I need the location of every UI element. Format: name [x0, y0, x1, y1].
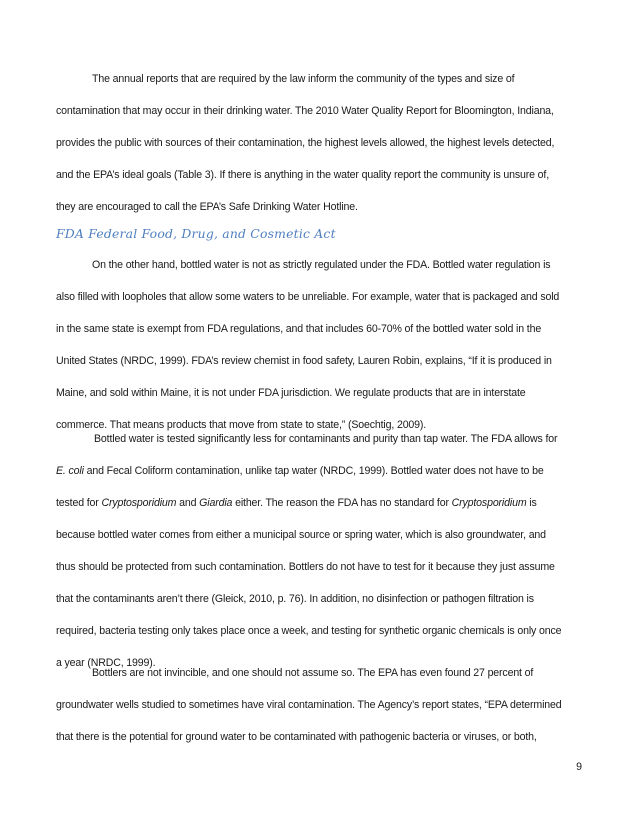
text-span: and	[176, 497, 200, 509]
text-line: contamination that may occur in their drinking water. The 2010 Water Quality Report for Bloomington, Indiana,	[56, 105, 554, 117]
text-span: tested for	[56, 497, 102, 509]
text-line: and the EPA’s ideal goals (Table 3). If there is anything in the water quality report the community is unsure of,	[56, 169, 549, 181]
text-line: Bottlers are not invincible, and one should not assume so. The EPA has even found 27 percent of	[92, 667, 534, 679]
text-line: Bottled water is tested significantly less for contaminants and purity than tap water. The FDA allows for	[94, 433, 558, 445]
text-line: also filled with loopholes that allow some waters to be unreliable. For example, water that is packaged and sold	[56, 291, 560, 303]
text-line: because bottled water comes from either a municipal source or spring water, which is also groundwater, and	[56, 529, 546, 541]
text-line: commerce. That means products that move from state to state,” (Soechtig, 2009).	[56, 419, 427, 431]
text-line: Maine, and sold within Maine, it is not under FDA jurisdiction. We regulate products that are in interstate	[56, 387, 526, 399]
section-heading: FDA Federal Food, Drug, and Cosmetic Act	[56, 226, 336, 241]
text-span: either. The reason the FDA has no standard for	[232, 497, 452, 509]
text-line: groundwater wells studied to sometimes have viral contamination. The Agency’s report states, “EPA determined	[56, 699, 562, 711]
text-line: that the contaminants aren’t there (Gleick, 2010, p. 76). In addition, no disinfection or pathogen filtration is	[56, 593, 534, 605]
text-line: required, bacteria testing only takes place once a week, and testing for synthetic organic chemicals is only once	[56, 625, 562, 637]
text-line: that there is the potential for ground water to be contaminated with pathogenic bacteria or viruses, or both,	[56, 731, 537, 743]
cryptosporidium-term: Cryptosporidium	[451, 497, 527, 509]
page-number: 9	[576, 761, 582, 773]
text-line: The annual reports that are required by the law inform the community of the types and size of	[92, 73, 515, 85]
text-line: thus should be protected from such contamination. Bottlers do not have to test for it because they just assume	[56, 561, 555, 573]
text-span: is	[526, 497, 537, 509]
text-span: and Fecal Coliform contamination, unlike tap water (NRDC, 1999). Bottled water does not have to be	[83, 465, 544, 477]
cryptosporidium-term: Cryptosporidium	[101, 497, 177, 509]
text-line: in the same state is exempt from FDA regulations, and that includes 60-70% of the bottled water sold in the	[56, 323, 542, 335]
text-line	[56, 496, 537, 510]
text-line: they are encouraged to call the EPA’s Safe Drinking Water Hotline.	[56, 201, 358, 213]
text-line: a year (NRDC, 1999).	[56, 657, 156, 669]
text-line: United States (NRDC, 1999). FDA’s review chemist in food safety, Lauren Robin, explains, “If it is produced in	[56, 355, 552, 367]
text-line	[56, 464, 544, 478]
text-line: On the other hand, bottled water is not as strictly regulated under the FDA. Bottled water regulation is	[92, 259, 551, 271]
giardia-term: Giardia	[199, 497, 233, 509]
text-line: provides the public with sources of their contamination, the highest levels allowed, the highest levels detected,	[56, 137, 555, 149]
ecoli-term: E. coli	[56, 465, 84, 477]
